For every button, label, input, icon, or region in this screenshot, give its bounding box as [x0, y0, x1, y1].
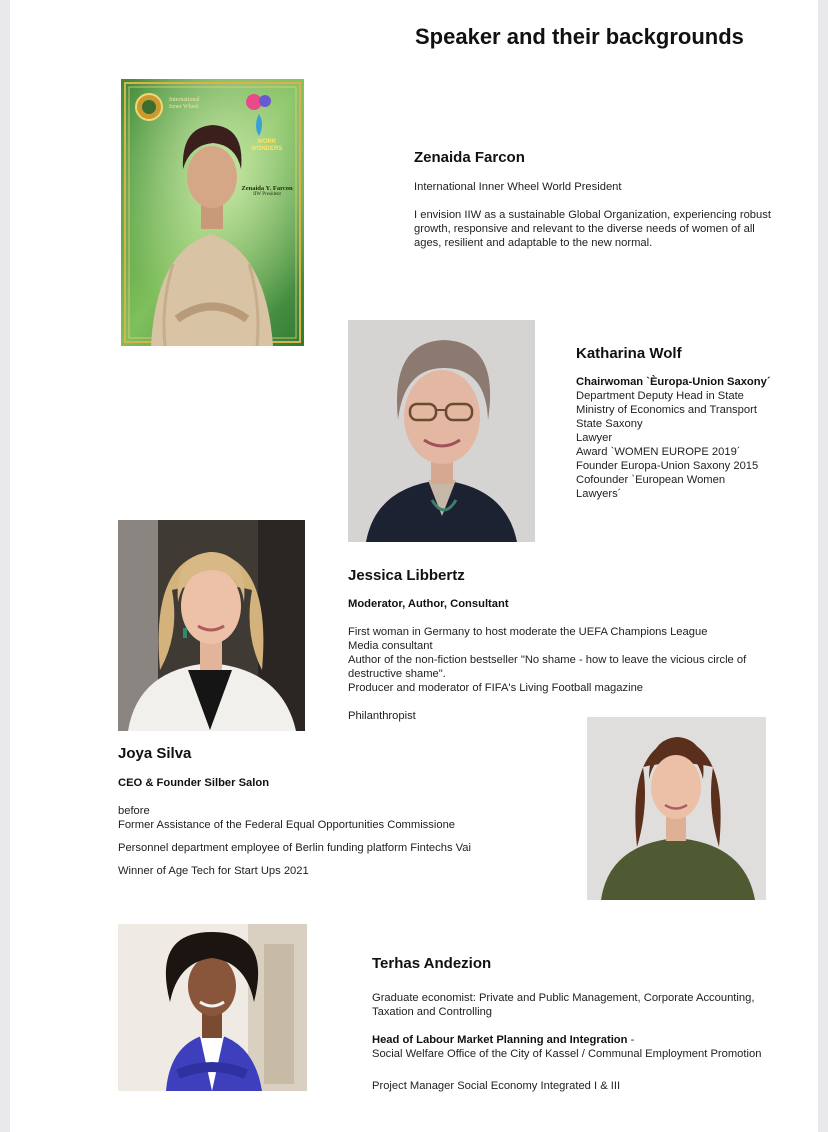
speaker-detail: Project Manager Social Economy Integrated I & III	[372, 1080, 621, 1092]
document-page	[10, 0, 818, 1132]
poster-caption	[233, 185, 301, 197]
poster-caption-title: IIW President	[253, 192, 281, 197]
speaker-extra: Philanthropist	[348, 710, 416, 722]
speaker-name: Zenaida Farcon	[414, 149, 525, 166]
detail-line: Producer and moderator of FIFA's Living Football magazine	[348, 682, 644, 694]
speaker-title: Moderator, Author, Consultant	[348, 598, 509, 610]
detail-line: Founder Europa-Union Saxony 2015	[576, 460, 759, 472]
detail-line: Personnel department employee of Berlin funding platform Fintechs Vai	[118, 842, 472, 854]
speaker-role: International Inner Wheel World President	[414, 181, 622, 193]
poster-badge-line2: WONDERS	[251, 146, 283, 152]
detail-line: Lawyer	[576, 432, 613, 444]
speaker-name: Jessica Libbertz	[348, 567, 465, 584]
detail-line: Cofounder `European Women	[576, 474, 726, 486]
speaker-details	[348, 625, 778, 695]
joya-silva-photo	[587, 717, 766, 900]
speaker-name: Terhas Andezion	[372, 955, 492, 972]
speaker-title: CEO & Founder Silber Salon	[118, 777, 270, 789]
speaker-name: Joya Silva	[118, 745, 192, 762]
poster-caption-name: Zenaida Y. Farcon	[241, 185, 293, 192]
head-role-rest: Social Welfare Office of the City of Kassel / Communal Employment Promotion	[372, 1048, 762, 1060]
detail-line: Former Assistance of the Federal Equal Opportunities Commissione	[118, 819, 456, 831]
poster-badge-text	[251, 139, 282, 153]
detail-line: First woman in Germany to host moderate the UEFA Champions League	[348, 626, 708, 638]
speaker-title: Chairwoman `Èuropa-Union Saxony´	[576, 376, 771, 388]
detail-line: State Saxony	[576, 418, 643, 430]
speaker-detail: Graduate economist: Private and Public Management, Corporate Accounting, Taxation and Controlling	[372, 992, 755, 1018]
terhas-andezion-photo	[118, 924, 307, 1091]
detail-line: Lawyers´	[576, 488, 622, 500]
speaker-head-role	[372, 1033, 792, 1061]
poster-org-line1: International	[169, 97, 200, 103]
head-role-suffix: -	[627, 1034, 635, 1046]
speaker-details	[576, 375, 791, 501]
detail-line: Media consultant	[348, 640, 433, 652]
speaker-quote: I envision IIW as a sustainable Global Organization, experiencing robust growth, responsive and relevant to the diverse needs of women of all ages, resilient and adaptable to the new normal.	[414, 209, 771, 249]
speaker-before: before	[118, 805, 150, 817]
detail-line: Winner of Age Tech for Start Ups 2021	[118, 865, 309, 877]
detail-line: Author of the non-fiction bestseller "No shame - how to leave the vicious circle of destructive shame".	[348, 654, 747, 680]
detail-line: Ministry of Economics and Transport	[576, 404, 757, 416]
poster-badge-line1: WORK	[257, 139, 277, 145]
zenaida-farcon-photo	[121, 79, 304, 346]
katharina-wolf-photo	[348, 320, 535, 542]
speaker-name: Katharina Wolf	[576, 345, 682, 362]
detail-line: Department Deputy Head in State	[576, 390, 744, 402]
page-title: Speaker and their backgrounds	[415, 24, 744, 49]
head-role-bold: Head of Labour Market Planning and Integration	[372, 1034, 628, 1046]
poster-org-line2: Inner Wheel	[169, 104, 199, 110]
jessica-libbertz-photo	[118, 520, 305, 731]
poster-org-text	[169, 97, 200, 111]
detail-line: Award `WOMEN EUROPE 2019´	[576, 446, 741, 458]
